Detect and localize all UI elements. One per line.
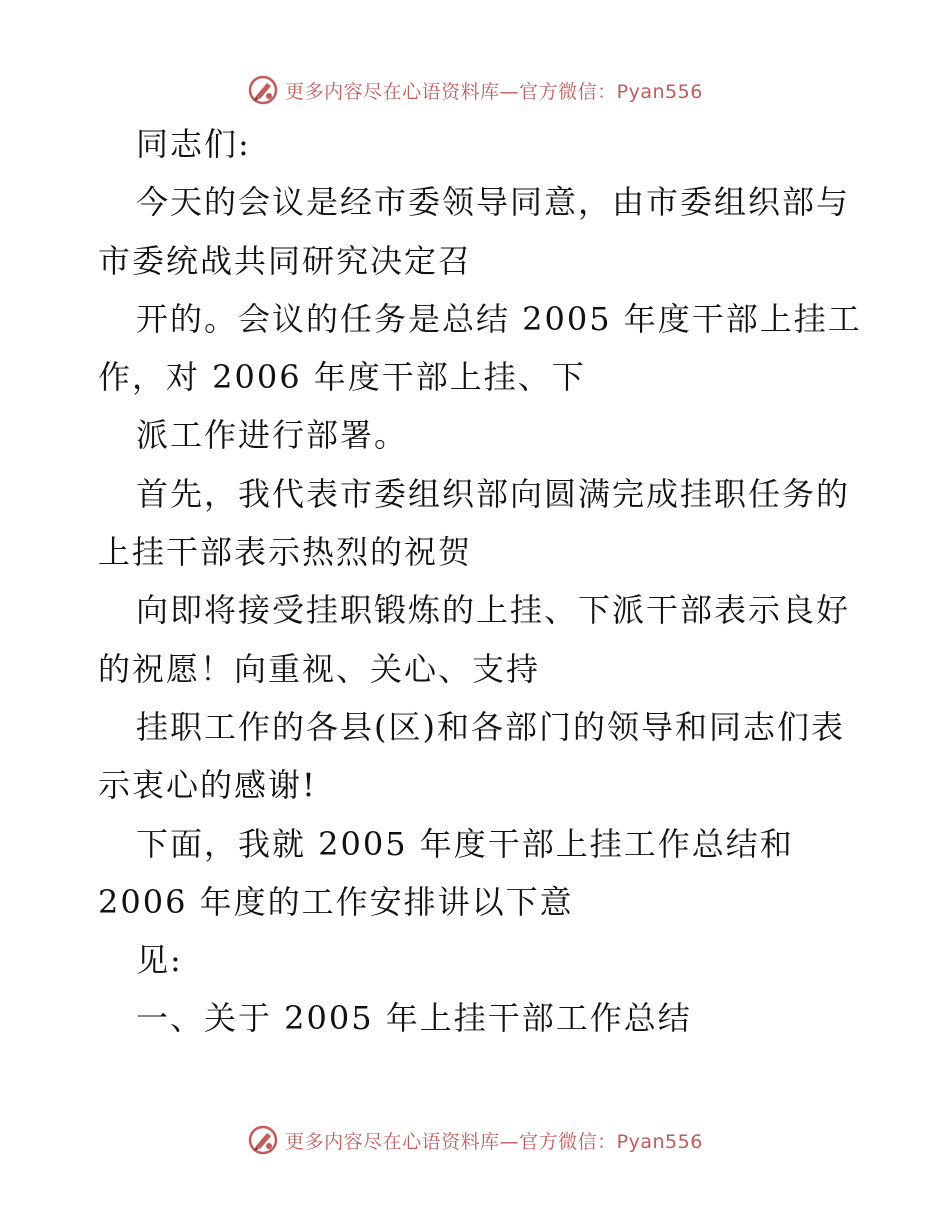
paragraph-line: 上挂干部表示热烈的祝贺 [98,533,473,572]
section-heading: 一、关于 2005 年上挂干部工作总结 [136,999,692,1038]
paragraph-line: 向即将接受挂职锻炼的上挂、下派干部表示良好 [136,591,851,630]
paragraph-line: 市委统战共同研究决定召 [98,241,473,280]
watermark-text: 更多内容尽在心语资料库—官方微信：Pyan556 [285,1130,703,1153]
pen-logo-icon [247,1124,279,1156]
paragraph-line: 同志们: [136,125,251,163]
footer-watermark [0,1122,950,1158]
paragraph-line: 的祝愿！向重视、关心、支持 [98,649,541,688]
paragraph-line: 首先，我代表市委组织部向圆满完成挂职任务的 [136,474,851,513]
paragraph-line: 2006 年度的工作安排讲以下意 [98,882,574,921]
paragraph-line: 今天的会议是经市委领导同意，由市委组织部与 [136,183,851,222]
paragraph-line: 示衷心的感谢! [98,766,317,805]
paragraph-line: 派工作进行部署。 [136,416,409,455]
paragraph-line: 作，对 2006 年度干部上挂、下 [98,358,586,397]
paragraph-line: 开的。会议的任务是总结 2005 年度干部上挂工 [136,299,862,338]
document-body [98,125,862,1061]
paragraph-line: 见: [136,941,183,980]
paragraph-line: 挂职工作的各县(区)和各部门的领导和同志们表 [136,707,845,746]
watermark-text: 更多内容尽在心语资料库—官方微信：Pyan556 [285,80,703,103]
pen-logo-icon [247,74,279,106]
paragraph-line: 下面，我就 2005 年度干部上挂工作总结和 [136,824,794,863]
header-watermark [0,72,950,108]
